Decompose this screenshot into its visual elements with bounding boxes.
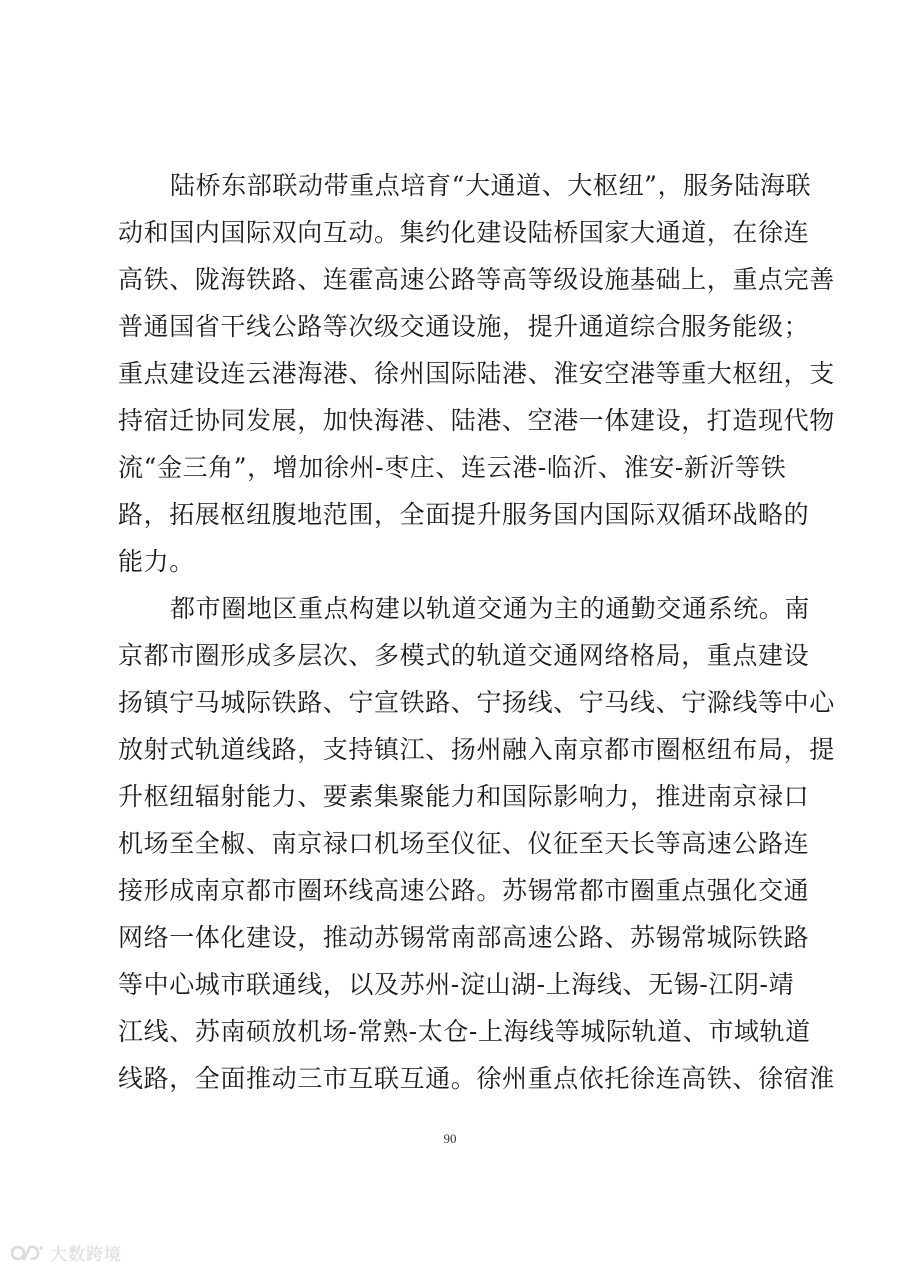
text-line: 高铁、陇海铁路、连霍高速公路等高等级设施基础上，重点完善 bbox=[118, 265, 835, 294]
document-body bbox=[118, 162, 835, 1102]
text-line: 接形成南京都市圈环线高速公路。苏锡常都市圈重点强化交通 bbox=[118, 876, 810, 905]
watermark bbox=[10, 1240, 122, 1265]
text-line: 升枢纽辐射能力、要素集聚能力和国际影响力，推进南京禄口 bbox=[118, 782, 810, 811]
text-line: 机场至全椒、南京禄口机场至仪征、仪征至天长等高速公路连 bbox=[118, 829, 810, 858]
text-line: 江线、苏南硕放机场-常熟-太仓-上海线等城际轨道、市域轨道 bbox=[118, 1017, 811, 1046]
text-line: 京都市圈形成多层次、多模式的轨道交通网络格局，重点建设 bbox=[118, 641, 810, 670]
page-number: 90 bbox=[443, 1131, 457, 1146]
text-line: 等中心城市联通线，以及苏州-淀山湖-上海线、无锡-江阴-靖 bbox=[118, 970, 795, 999]
watermark-text: 大数跨境 bbox=[50, 1245, 122, 1265]
text-line: 扬镇宁马城际铁路、宁宣铁路、宁扬线、宁马线、宁滁线等中心 bbox=[118, 688, 835, 717]
text-line: 路，拓展枢纽腹地范围，全面提升服务国内国际双循环战略的 bbox=[118, 500, 810, 529]
text-line: 都市圈地区重点构建以轨道交通为主的通勤交通系统。南 bbox=[170, 594, 811, 623]
text-line: 放射式轨道线路，支持镇江、扬州融入南京都市圈枢纽布局，提 bbox=[118, 735, 835, 764]
text-line: 普通国省干线公路等次级交通设施，提升通道综合服务能级； bbox=[118, 312, 810, 341]
watermark-logo-icon bbox=[10, 1242, 44, 1264]
text-line: 动和国内国际双向互动。集约化建设陆桥国家大通道，在徐连 bbox=[118, 218, 810, 247]
paragraph-2 bbox=[118, 585, 835, 1102]
text-line: 持宿迁协同发展，加快海港、陆港、空港一体建设，打造现代物 bbox=[118, 406, 835, 435]
text-line: 能力。 bbox=[118, 547, 195, 576]
text-line: 网络一体化建设，推动苏锡常南部高速公路、苏锡常城际铁路 bbox=[118, 923, 810, 952]
text-line: 陆桥东部联动带重点培育“大通道、大枢纽”，服务陆海联 bbox=[170, 171, 812, 200]
text-line: 线路，全面推动三市互联互通。徐州重点依托徐连高铁、徐宿淮 bbox=[118, 1064, 835, 1093]
text-line: 流“金三角”，增加徐州-枣庄、连云港-临沂、淮安-新沂等铁 bbox=[118, 453, 787, 482]
paragraph-1 bbox=[118, 162, 835, 585]
text-line: 重点建设连云港海港、徐州国际陆港、淮安空港等重大枢纽，支 bbox=[118, 359, 835, 388]
